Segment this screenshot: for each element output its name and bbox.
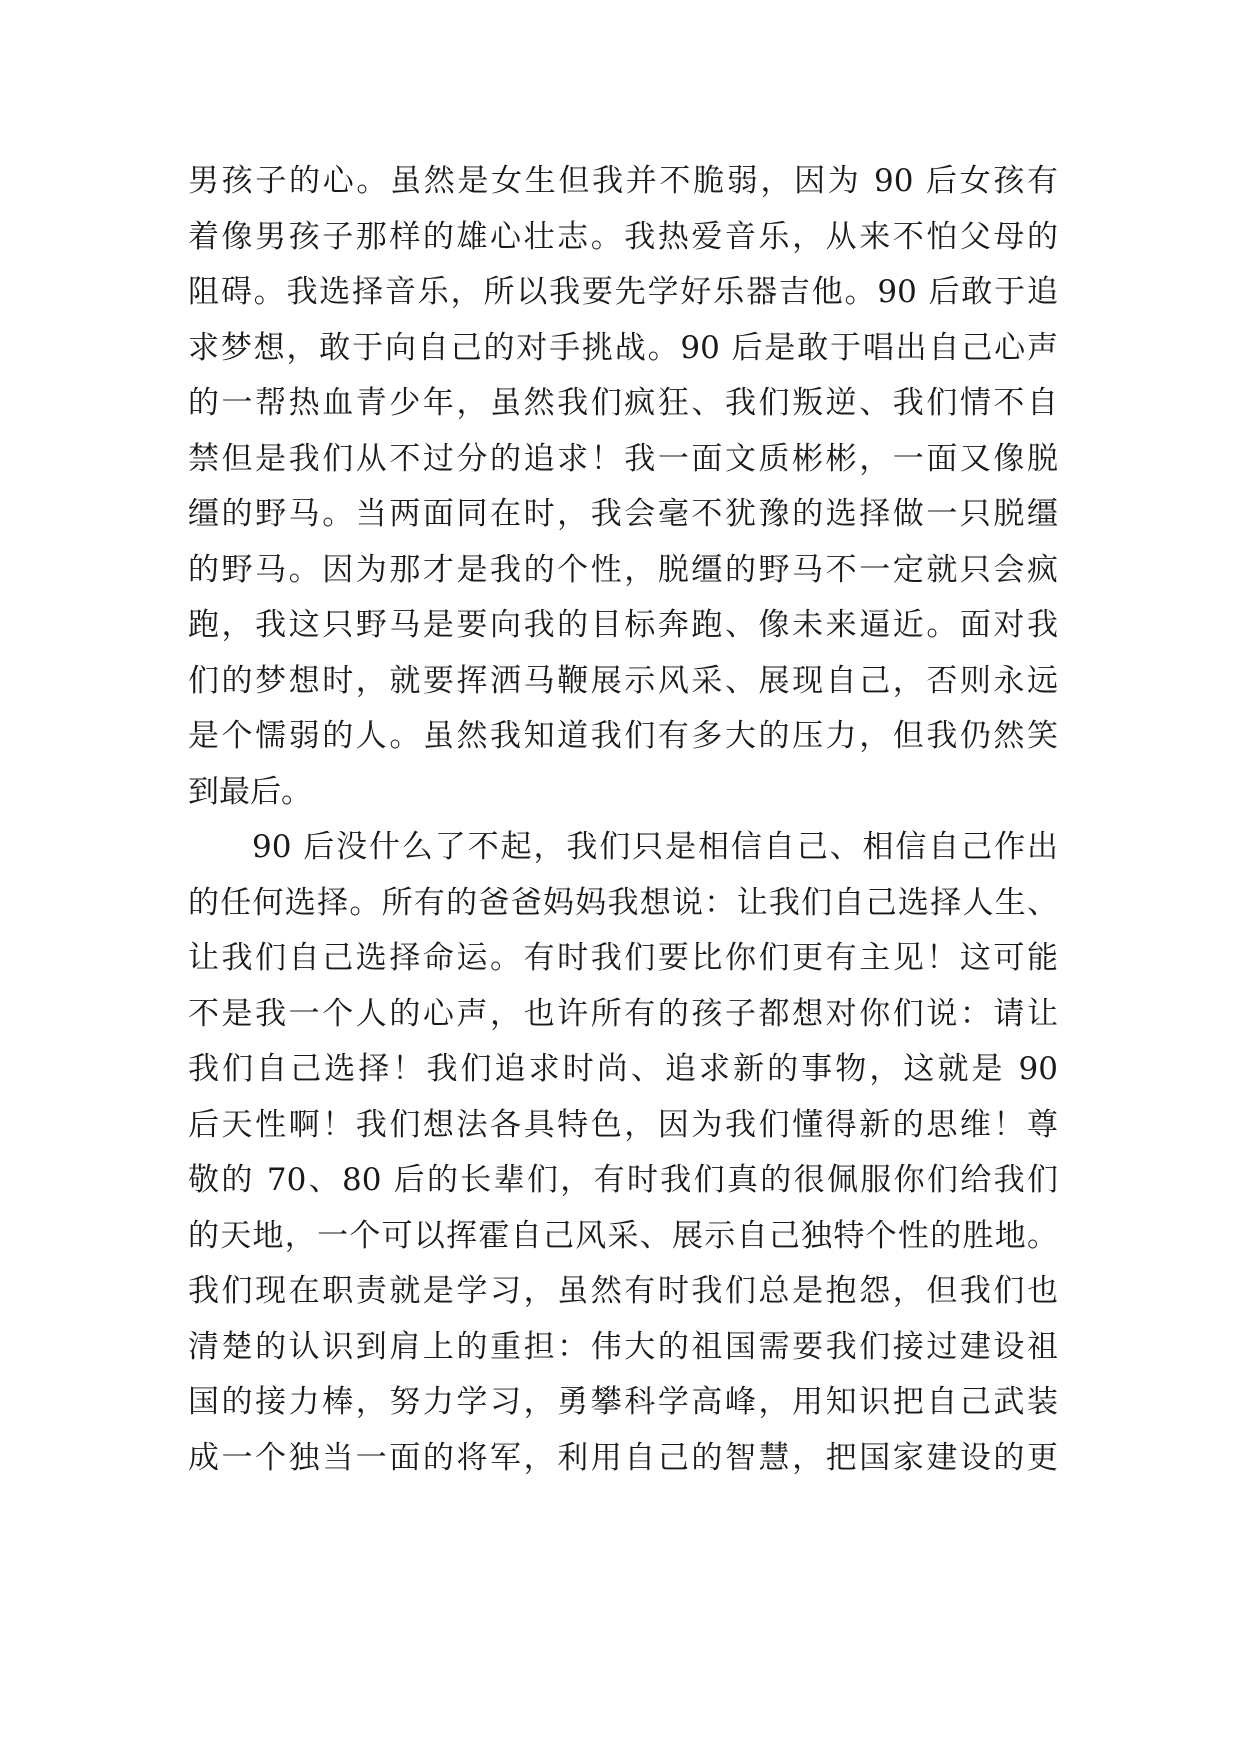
text-line: 的天地，一个可以挥霍自己风采、展示自己独特个性的胜地。: [188, 1217, 1058, 1254]
text-line: 男孩子的心。虽然是女生但我并不脆弱，因为 90 后女孩有: [188, 163, 1058, 199]
text-line: 的一帮热血青少年，虽然我们疯狂、我们叛逆、我们情不自: [188, 385, 1058, 421]
text-line: 成一个独当一面的将军，利用自己的智慧，把国家建设的更: [188, 1439, 1058, 1476]
text-line: 跑，我这只野马是要向我的目标奔跑、像未来逼近。面对我: [188, 607, 1058, 643]
text-line: 到最后。: [188, 773, 312, 810]
text-line: 清楚的认识到肩上的重担：伟大的祖国需要我们接过建设祖: [188, 1328, 1058, 1365]
text-line: 禁但是我们从不过分的追求！我一面文质彬彬，一面又像脱: [188, 440, 1058, 477]
text-line: 们的梦想时，就要挥洒马鞭展示风采、展现自己，否则永远: [188, 662, 1058, 699]
body-text: [188, 154, 1058, 1486]
text-line: 的任何选择。所有的爸爸妈妈我想说：让我们自己选择人生、: [188, 884, 1058, 921]
paragraph: [188, 154, 1058, 820]
text-line: 国的接力棒，努力学习，勇攀科学高峰，用知识把自己武装: [188, 1384, 1058, 1420]
text-line: 求梦想，敢于向自己的对手挑战。90 后是敢于唱出自己心声: [188, 329, 1058, 366]
text-line: 我们自己选择！我们追求时尚、追求新的事物，这就是 90: [188, 1051, 1058, 1087]
text-line: 90 后没什么了不起，我们只是相信自己、相信自己作出: [252, 829, 1058, 865]
text-line: 不是我一个人的心声，也许所有的孩子都想对你们说：请让: [188, 995, 1058, 1032]
text-line: 后天性啊！我们想法各具特色，因为我们懂得新的思维！尊: [188, 1106, 1058, 1143]
text-line: 让我们自己选择命运。有时我们要比你们更有主见！这可能: [188, 940, 1058, 976]
text-line: 着像男孩子那样的雄心壮志。我热爱音乐，从来不怕父母的: [188, 218, 1058, 255]
text-line: 我们现在职责就是学习，虽然有时我们总是抱怨，但我们也: [188, 1273, 1058, 1309]
paragraph: [188, 820, 1058, 1486]
text-line: 阻碍。我选择音乐，所以我要先学好乐器吉他。90 后敢于追: [188, 274, 1058, 310]
text-line: 是个懦弱的人。虽然我知道我们有多大的压力，但我仍然笑: [188, 718, 1058, 754]
text-line: 缰的野马。当两面同在时，我会毫不犹豫的选择做一只脱缰: [188, 496, 1058, 532]
text-line: 敬的 70、80 后的长辈们，有时我们真的很佩服你们给我们: [188, 1162, 1058, 1198]
text-line: 的野马。因为那才是我的个性，脱缰的野马不一定就只会疯: [188, 551, 1058, 588]
